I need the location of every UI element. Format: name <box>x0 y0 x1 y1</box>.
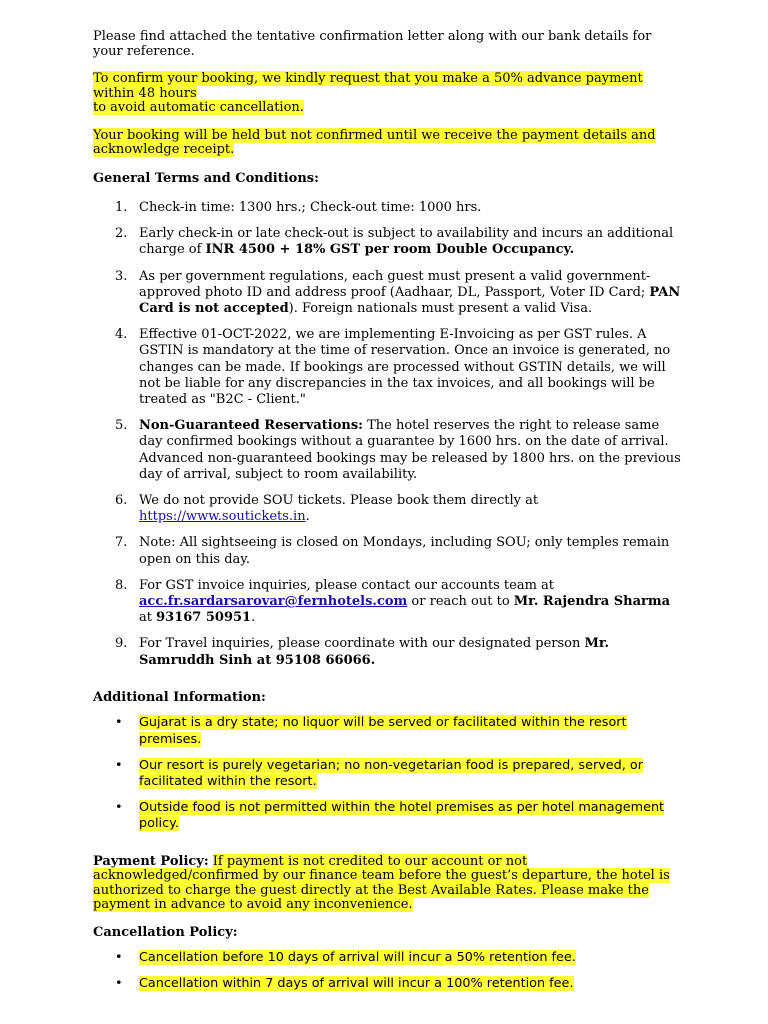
term-item-8 <box>93 578 683 627</box>
term-number: 5. <box>115 418 128 434</box>
term-bold-text: INR 4500 + 18% GST per room Double Occupancy. <box>205 242 575 258</box>
term-bold-text: PAN Card is not accepted <box>139 284 681 317</box>
term-text: at <box>139 610 157 626</box>
term-number: 4. <box>115 327 128 343</box>
term-text: Effective 01-OCT-2022, we are implementing E-Invoicing as per GST rules. A GSTIN is mandatory at the time of reservation. Once an invoice is generated, no changes can be made. If bookings are processed without GSTIN details, we will not be liable for any discrepancies in the tax invoices, and all bookings will be treated as "B2C - Client." <box>139 327 671 408</box>
term-text: For Travel inquiries, please coordinate with our designated person <box>139 636 585 652</box>
advance-payment-request <box>93 72 683 116</box>
payment-policy-text: If payment is not credited to our account or not acknowledged/confirmed by our finance team before the guest’s departure, the hotel is authorized to charge the guest directly at the Best Available Rates. Please make the payment in advance to avoid any inconvenience. <box>93 853 670 913</box>
bullet-icon: • <box>115 757 123 773</box>
term-item-6 <box>93 493 683 525</box>
advance-payment-line-1: To confirm your booking, we kindly request that you make a 50% advance payment within 48 hours <box>93 71 643 101</box>
term-item-1 <box>93 200 683 216</box>
term-item-2 <box>93 226 683 258</box>
contact-phone: 93167 50951 <box>156 610 252 626</box>
term-text: As per government regulations, each guest must present a valid government-approved photo ID and address proof (Aadhaar, DL, Passport, Voter ID Card; <box>139 268 651 300</box>
accounts-email-link[interactable]: acc.fr.sardarsarovar@fernhotels.com <box>139 594 408 610</box>
term-bold-text: Non-Guaranteed Reservations: <box>139 418 363 434</box>
term-text: Early check-in or late check-out is subject to availability and incurs an additional charge of <box>139 226 674 258</box>
bullet-icon: • <box>115 950 123 966</box>
term-text: For GST invoice inquiries, please contact our accounts team at <box>139 577 554 593</box>
term-number: 1. <box>115 200 128 215</box>
term-text: Note: All sightseeing is closed on Mondays, including SOU; only temples remain open on this day. <box>139 535 670 567</box>
travel-contact: Mr. Samruddh Sinh at 95108 66066. <box>139 636 610 668</box>
booking-held-note <box>93 129 683 158</box>
term-item-9 <box>93 636 683 668</box>
term-text: The hotel reserves the right to release same day confirmed bookings without a guarantee by 1600 hrs. on the date of arrival. Advanced non-guaranteed bookings may be released by 1800 hrs. on the previous day of arrival, subject to room availability. <box>139 418 681 482</box>
bullet-icon: • <box>115 976 123 992</box>
term-item-4 <box>93 327 683 408</box>
additional-text: Gujarat is a dry state; no liquor will be served or facilitated within the resort premises. <box>139 715 627 747</box>
contact-name: Mr. Rajendra Sharma <box>513 594 671 610</box>
term-number: 8. <box>115 577 128 593</box>
terms-list <box>93 200 683 669</box>
additional-item-3 <box>93 800 683 832</box>
term-item-7 <box>93 535 683 567</box>
cancellation-item-1 <box>93 950 683 966</box>
term-text: ). Foreign nationals must present a valid Visa. <box>288 301 593 317</box>
term-text: or reach out to <box>407 594 514 610</box>
additional-info-list <box>93 715 683 832</box>
cancellation-heading: Cancellation Policy: <box>93 924 238 940</box>
term-text: Check-in time: 1300 hrs.; Check-out time: 1000 hrs. <box>139 200 482 215</box>
additional-info-heading: Additional Information: <box>93 689 266 705</box>
booking-held-text: Your booking will be held but not confirmed until we receive the payment details and acknowledge receipt. <box>93 127 656 157</box>
term-text: We do not provide SOU tickets. Please book them directly at <box>139 493 539 509</box>
soutickets-link[interactable]: https://www.soutickets.in <box>139 509 306 525</box>
advance-payment-line-2: to avoid automatic cancellation. <box>93 100 304 115</box>
payment-policy-label: Payment Policy: <box>93 853 209 869</box>
additional-text: Our resort is purely vegetarian; no non-vegetarian food is prepared, served, or facilitated within the resort. <box>139 757 643 789</box>
additional-item-2 <box>93 758 683 790</box>
cancellation-list <box>93 950 683 992</box>
cancellation-text: Cancellation within 7 days of arrival will incur a 100% retention fee. <box>139 976 574 992</box>
term-number: 6. <box>115 493 128 509</box>
additional-text: Outside food is not permitted within the hotel premises as per hotel management policy. <box>139 800 665 832</box>
term-number: 9. <box>115 636 128 652</box>
email-body <box>93 30 683 1003</box>
cancellation-text: Cancellation before 10 days of arrival will incur a 50% retention fee. <box>139 950 576 966</box>
term-number: 7. <box>115 535 128 551</box>
term-item-3 <box>93 269 683 318</box>
terms-heading: General Terms and Conditions: <box>93 170 319 186</box>
additional-item-1 <box>93 715 683 747</box>
term-text: . <box>305 509 310 525</box>
payment-policy <box>93 855 683 913</box>
cancellation-item-2 <box>93 976 683 992</box>
intro-paragraph: Please find attached the tentative confirmation letter along with our bank details for your reference. <box>93 29 652 59</box>
term-number: 2. <box>115 226 128 242</box>
term-item-5 <box>93 418 683 483</box>
term-text: . <box>251 610 256 626</box>
bullet-icon: • <box>115 800 123 816</box>
bullet-icon: • <box>115 715 123 731</box>
term-number: 3. <box>115 268 128 284</box>
